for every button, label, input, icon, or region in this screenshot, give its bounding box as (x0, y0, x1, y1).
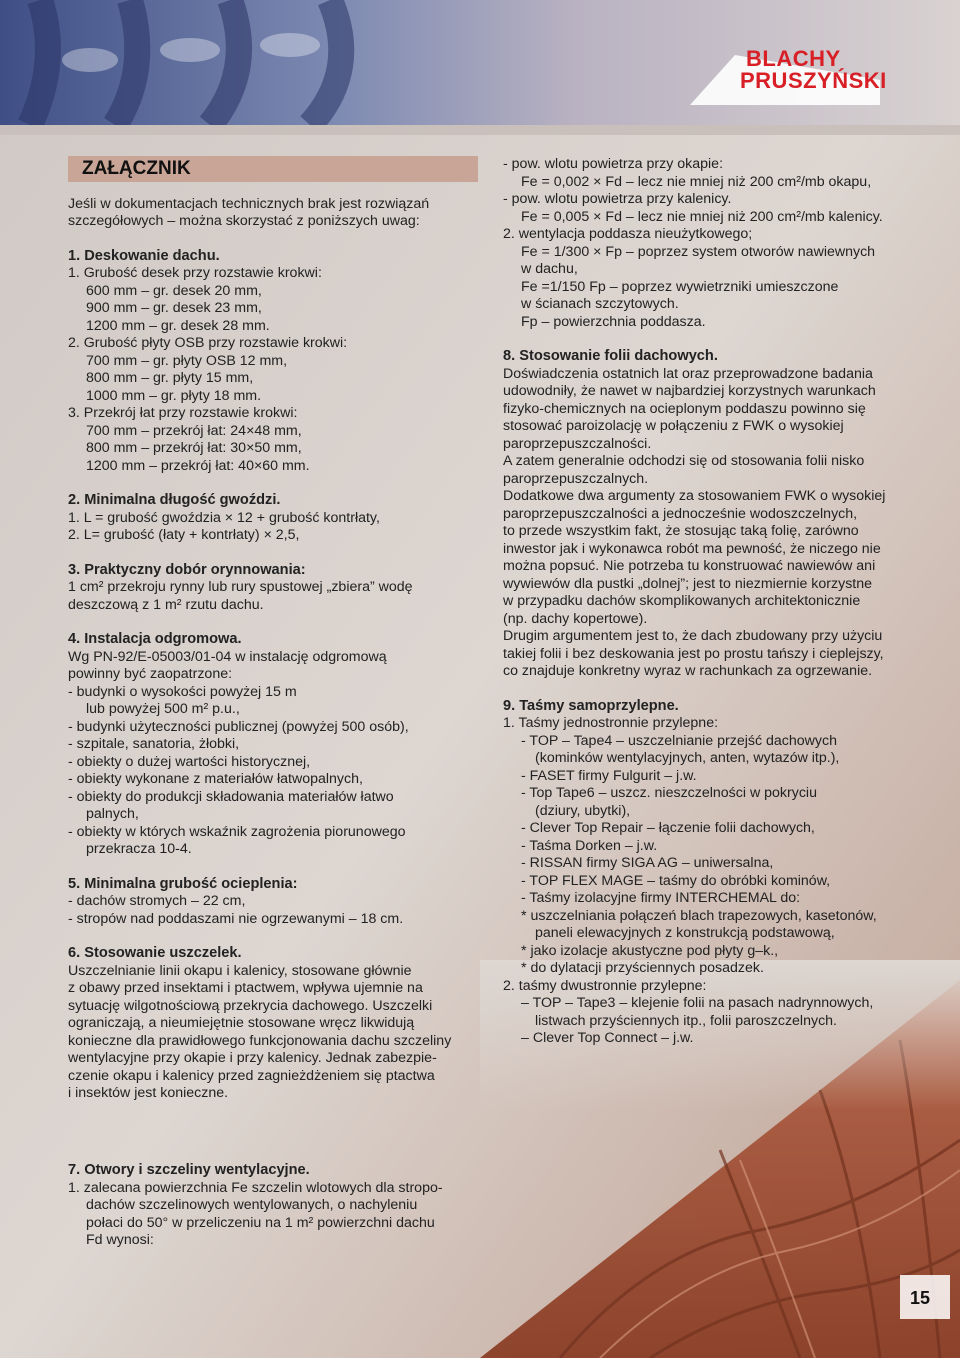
text-line: 2. wentylacja poddasza nieużytkowego; (503, 226, 753, 242)
list-item: * do dylatacji przyściennych posadzek. (521, 960, 764, 976)
text-line: powinny być zaopatrzone: (68, 666, 233, 682)
list-item: - dachów stromych – 22 cm, (68, 893, 246, 909)
title-bar (68, 156, 478, 182)
text-line: 700 mm – przekrój łat: 24×48 mm, (86, 422, 302, 439)
list-item: - Clever Top Repair – łączenie folii dachowych, (521, 820, 815, 836)
logo-line-2: PRUSZYŃSKI (740, 68, 887, 93)
text-line: dachów szczelinowych wentylowanych, o nachyleniu (86, 1197, 418, 1213)
text-line: A zatem generalnie odchodzi się od stosowania folii nisko (503, 453, 865, 469)
text-line: czenie okapu i kalenicy przed zagnieżdżeniem się ptactwa (68, 1067, 435, 1084)
list-item-cont: palnych, (86, 806, 139, 822)
list-item: * jako izolacje akustyczne pod płyty g–k., (521, 942, 779, 959)
text-line: to przede wszystkim fakt, że stosując taką folię, zarówno (503, 523, 859, 539)
text-line: Fe = 1/300 × Fp – poprzez system otworów nawiewnych (521, 243, 876, 260)
list-item: - budynki o wysokości powyżej 15 m (68, 683, 297, 700)
section-heading: 6. Stosowanie uszczelek. (68, 945, 242, 961)
text-line: 700 mm – gr. płyty OSB 12 mm, (86, 352, 288, 369)
intro-line: Jeśli w dokumentacjach technicznych brak jest rozwiązań (68, 195, 430, 212)
text-line: w przypadku dachów skomplikowanych architektonicznie (503, 593, 861, 609)
left-column (68, 156, 478, 1103)
text-line: stosować paroizolację w połączeniu z FWK o wysokiej (503, 418, 844, 434)
text-line: 1. L = grubość gwoździa × 12 + grubość kontrłaty, (68, 509, 380, 526)
text-line: Wg PN-92/E-05003/01-04 w instalację odgromową (68, 648, 387, 665)
text-line: 1200 mm – gr. desek 28 mm. (86, 317, 270, 334)
text-line: 1 cm² przekroju rynny lub rury spustowej „zbiera” wodę (68, 579, 413, 595)
text-line: 1200 mm – przekrój łat: 40×60 mm. (86, 457, 310, 474)
text-line: połaci do 50° w przeliczeniu na 1 m² powierzchni dachu (86, 1214, 435, 1231)
section-heading: 5. Minimalna grubość ocieplenia: (68, 875, 298, 892)
section-heading: 9. Taśmy samoprzylepne. (503, 697, 679, 714)
text-line: 900 mm – gr. desek 23 mm, (86, 300, 262, 316)
list-item: - obiekty do produkcji składowania materiałów łatwo (68, 788, 394, 805)
list-item: - obiekty wykonane z materiałów łatwopalnych, (68, 771, 363, 787)
list-item: - obiekty o dużej wartości historycznej, (68, 753, 311, 770)
brand-logo (732, 46, 887, 94)
text-line: 2. L= grubość (łaty + kontrłaty) × 2,5, (68, 527, 300, 543)
text-line: 1. Taśmy jednostronnie przylepne: (503, 715, 719, 731)
text-line: 1. zalecana powierzchnia Fe szczelin wlotowych dla stropo- (68, 1179, 443, 1196)
text-line: Fp – powierzchnia poddasza. (521, 313, 706, 330)
list-item: * uszczelniania połączeń blach trapezowych, kasetonów, (521, 907, 877, 924)
list-item: - FASET firmy Fulgurit – j.w. (521, 767, 697, 784)
text-line: 2. taśmy dwustronnie przylepne: (503, 977, 707, 994)
text-line: Fe = 0,002 × Fd – lecz nie mniej niż 200 cm²/mb okapu, (521, 173, 872, 190)
list-item: - Top Tape6 – uszcz. nieszczelności w pokryciu (521, 785, 817, 801)
list-item-cont: przekracza 10-4. (86, 841, 192, 857)
text-line: paroprzepuszczalności. (503, 435, 652, 452)
text-line: Fe =1/150 Fp – poprzez wywietrzniki umieszczone (521, 278, 839, 295)
right-column (503, 156, 903, 1048)
text-line: Fe = 0,005 × Fd – lecz nie mniej niż 200 cm²/mb kalenicy. (521, 208, 883, 225)
text-line: (np. dachy kopertowe). (503, 610, 648, 627)
text-line: w dachu, (521, 261, 578, 277)
logo-line-1: BLACHY (746, 46, 841, 71)
section-heading: 2. Minimalna długość gwoździ. (68, 492, 281, 508)
list-item-cont: lub powyżej 500 m² p.u., (86, 701, 240, 717)
list-item: - stropów nad poddaszami nie ogrzewanymi – 18 cm. (68, 910, 404, 927)
text-line: Dodatkowe dwa argumenty za stosowaniem FWK o wysokiej (503, 488, 886, 504)
list-item-cont: (kominków wentylacyjnych, anten, wytazów itp.), (535, 750, 840, 766)
list-item: - Taśma Dorken – j.w. (521, 837, 658, 854)
text-line: 3. Przekrój łat przy rozstawie krokwi: (68, 405, 298, 421)
text-line: Fd wynosi: (86, 1232, 154, 1248)
text-line: co znajduje konkretny wyraz w rachunkach za ogrzewanie. (503, 663, 873, 679)
text-line: takiej folii i bez deskowania jest po prostu tańszy i cieplejszy, (503, 645, 884, 662)
text-line: wywiewów dla pustki „dolnej”; jest to niezmiernie korzystne (503, 575, 873, 592)
text-line: w ścianach szczytowych. (521, 296, 679, 312)
section-7 (68, 1162, 488, 1250)
list-item: – TOP – Tape3 – klejenie folii na pasach nadrynnowych, (521, 995, 874, 1011)
list-item: - TOP – Tape4 – uszczelnianie przejść dachowych (521, 732, 837, 749)
page-title: ZAŁĄCZNIK (82, 158, 191, 179)
section-heading: 4. Instalacja odgromowa. (68, 631, 242, 647)
text-line: konieczne dla prawidłowego funkcjonowania dachu szczeliny (68, 1032, 452, 1049)
text-line: wentylacyjne przy okapie i przy kalenicy. Jednak zabezpie- (68, 1050, 437, 1066)
section-heading: 8. Stosowanie folii dachowych. (503, 348, 718, 364)
text-line: - pow. wlotu powietrza przy okapie: (503, 156, 724, 172)
text-line: deszczową z 1 m² rzutu dachu. (68, 596, 264, 613)
text-line: z obawy przed insektami i ptactwem, wpływa ujemnie na (68, 980, 423, 996)
list-item: - RISSAN firmy SIGA AG – uniwersalna, (521, 855, 774, 871)
list-item-cont: paneli elewacyjnych z konstrukcją podstawową, (535, 925, 835, 941)
list-item: - szpitale, sanatoria, żłobki, (68, 736, 240, 752)
text-line: Drugim argumentem jest to, że dach zbudowany przy użyciu (503, 628, 883, 644)
text-line: i insektów jest konieczne. (68, 1085, 229, 1101)
intro-line: szczegółowych – można skorzystać z poniższych uwag: (68, 213, 420, 229)
page-number: 15 (910, 1288, 931, 1308)
text-line: Doświadczenia ostatnich lat oraz przeprowadzone badania (503, 365, 873, 382)
text-line: paroprzepuszczalnych. (503, 470, 649, 487)
text-line: 1. Grubość desek przy rozstawie krokwi: (68, 265, 322, 281)
text-line: paroprzepuszczalności a jednocześnie wodoszczelnych, (503, 505, 858, 522)
list-item: - obiekty w których wskaźnik zagrożenia piorunowego (68, 823, 406, 840)
section-heading: 3. Praktyczny dobór orynnowania: (68, 561, 306, 578)
text-line: 600 mm – gr. desek 20 mm, (86, 282, 262, 299)
list-item-cont: (dziury, ubytki), (535, 802, 631, 819)
text-line: 800 mm – przekrój łat: 30×50 mm, (86, 440, 302, 456)
list-item: – Clever Top Connect – j.w. (521, 1030, 694, 1046)
text-line: 1000 mm – gr. płyty 18 mm. (86, 387, 262, 404)
text-line: ograniczają, a nieumiejętnie stosowane wręcz likwidują (68, 1015, 415, 1031)
list-item: - Taśmy izolacyjne firmy INTERCHEMAL do: (521, 890, 801, 906)
section-heading: 1. Deskowanie dachu. (68, 247, 220, 264)
text-line: fizyko-chemicznych na ocieplonym poddaszu powinno się (503, 400, 866, 417)
list-item: - budynki użyteczności publicznej (powyżej 500 osób), (68, 718, 409, 735)
list-item-cont: listwach przyściennych itp., folii paroszczelnych. (535, 1012, 837, 1029)
text-line: 800 mm – gr. płyty 15 mm, (86, 370, 254, 386)
text-line: 2. Grubość płyty OSB przy rozstawie krokwi: (68, 335, 348, 351)
text-line: udowodniły, że nawet w najbardziej korzystnych warunkach (503, 383, 876, 399)
text-line: można popsuć. Nie potrzeba tu konstruować nawiewów ani (503, 558, 876, 574)
text-line: sytuację wilgotnościową przekrycia dachowego. Uszczelki (68, 997, 433, 1014)
section-heading: 7. Otwory i szczeliny wentylacyjne. (68, 1162, 310, 1178)
text-line: inwestor jak i wykonawca robót ma pewność, że niczego nie (503, 540, 881, 557)
text-line: - pow. wlotu powietrza przy kalenicy. (503, 191, 732, 207)
text-line: Uszczelnianie linii okapu i kalenicy, stosowane głównie (68, 962, 412, 979)
list-item: - TOP FLEX MAGE – taśmy do obróbki kominów, (521, 872, 831, 889)
